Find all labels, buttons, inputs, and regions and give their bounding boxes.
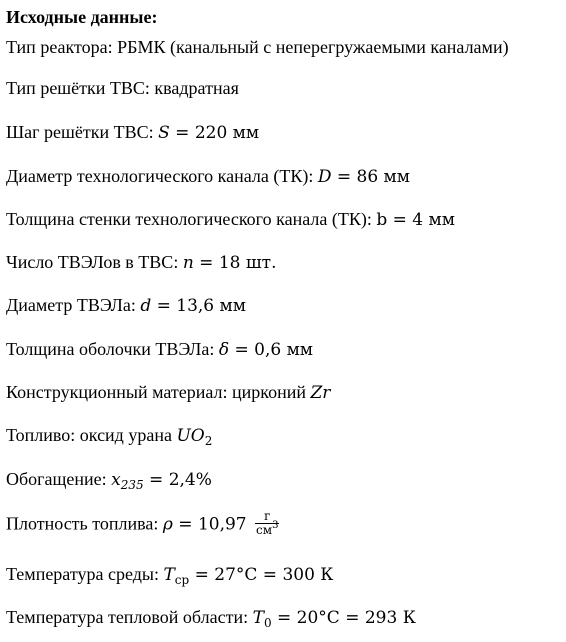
cladding-thickness-line bbox=[6, 338, 313, 361]
thermal-region-temperature-symbol: T bbox=[252, 608, 264, 628]
fuel-rod-count-symbol: n bbox=[182, 253, 194, 273]
fuel-label: Топливо: оксид урана bbox=[6, 425, 177, 445]
density-unit-denominator bbox=[255, 520, 279, 537]
structural-material-symbol: Zr bbox=[310, 383, 331, 403]
reactor-type-line bbox=[6, 36, 509, 58]
enrichment-line bbox=[6, 468, 212, 491]
cladding-thickness-value: = 0,6 мм bbox=[229, 340, 314, 360]
lattice-type-text: Тип решётки ТВС: квадратная bbox=[6, 78, 239, 98]
channel-diameter-line bbox=[6, 165, 410, 188]
enrichment-value: = 2,4% bbox=[143, 470, 212, 490]
thermal-region-temperature-subscript: 0 bbox=[263, 616, 272, 630]
fuel-rod-diameter-label: Диаметр ТВЭЛа: bbox=[6, 295, 141, 315]
density-unit-fraction bbox=[255, 510, 279, 537]
structural-material-line bbox=[6, 381, 330, 404]
lattice-pitch-label: Шаг решётки ТВС: bbox=[6, 122, 159, 142]
lattice-pitch-value: = 220 мм bbox=[169, 123, 260, 143]
fuel-density-label: Плотность топлива: bbox=[6, 513, 163, 534]
enrichment-symbol: x bbox=[111, 470, 121, 490]
fuel-rod-diameter-symbol: d bbox=[140, 296, 152, 316]
ambient-temperature-line bbox=[6, 563, 333, 586]
fuel-rod-diameter-value: = 13,6 мм bbox=[151, 296, 246, 316]
enrichment-symbol-subscript: 235 bbox=[120, 478, 144, 492]
fuel-rod-count-line bbox=[6, 251, 276, 274]
channel-diameter-value: = 86 мм bbox=[331, 167, 411, 187]
channel-wall-label: Толщина стенки технологического канала (ТК): bbox=[6, 209, 377, 229]
channel-wall-symbol: b bbox=[376, 210, 388, 230]
ambient-temperature-symbol: T bbox=[163, 565, 175, 585]
lattice-type-line bbox=[6, 77, 239, 99]
lattice-pitch-line bbox=[6, 121, 259, 144]
fuel-rod-count-label: Число ТВЭЛов в ТВС: bbox=[6, 252, 183, 272]
fuel-rod-count-value: = 18 шт. bbox=[193, 253, 277, 273]
cladding-thickness-symbol: δ bbox=[218, 340, 230, 360]
fuel-density-line bbox=[6, 509, 279, 539]
enrichment-label: Обогащение: bbox=[6, 469, 112, 489]
channel-wall-value: = 4 мм bbox=[387, 210, 455, 230]
fuel-symbol: UO bbox=[176, 426, 205, 446]
fuel-line bbox=[6, 424, 212, 447]
ambient-temperature-subscript: ср bbox=[174, 573, 190, 587]
structural-material-label: Конструкционный материал: цирконий bbox=[6, 382, 311, 402]
fuel-rod-diameter-line bbox=[6, 294, 246, 317]
fuel-density-value: = 10,97 bbox=[172, 514, 253, 535]
density-unit-denominator-base: см bbox=[256, 523, 273, 537]
thermal-region-temperature-line bbox=[6, 606, 416, 629]
section-heading: Исходные данные: bbox=[6, 7, 158, 27]
cladding-thickness-label: Толщина оболочки ТВЭЛа: bbox=[6, 339, 219, 359]
channel-diameter-symbol: D bbox=[317, 167, 332, 187]
channel-diameter-label: Диаметр технологического канала (ТК): bbox=[6, 166, 318, 186]
thermal-region-temperature-label: Температура тепловой области: bbox=[6, 607, 253, 627]
fuel-density-symbol: ρ bbox=[162, 514, 173, 535]
thermal-region-temperature-value: = 20°C = 293 К bbox=[271, 608, 416, 628]
density-unit-numerator: г bbox=[255, 510, 279, 524]
ambient-temperature-label: Температура среды: bbox=[6, 564, 164, 584]
density-unit-denominator-exponent: 3 bbox=[272, 520, 279, 531]
ambient-temperature-value: = 27°C = 300 К bbox=[189, 565, 334, 585]
fuel-symbol-subscript: 2 bbox=[204, 434, 213, 448]
reactor-type-text: Тип реактора: РБМК (канальный с неперегружаемыми каналами) bbox=[6, 37, 509, 57]
channel-wall-line bbox=[6, 208, 455, 231]
lattice-pitch-symbol: S bbox=[158, 123, 170, 143]
